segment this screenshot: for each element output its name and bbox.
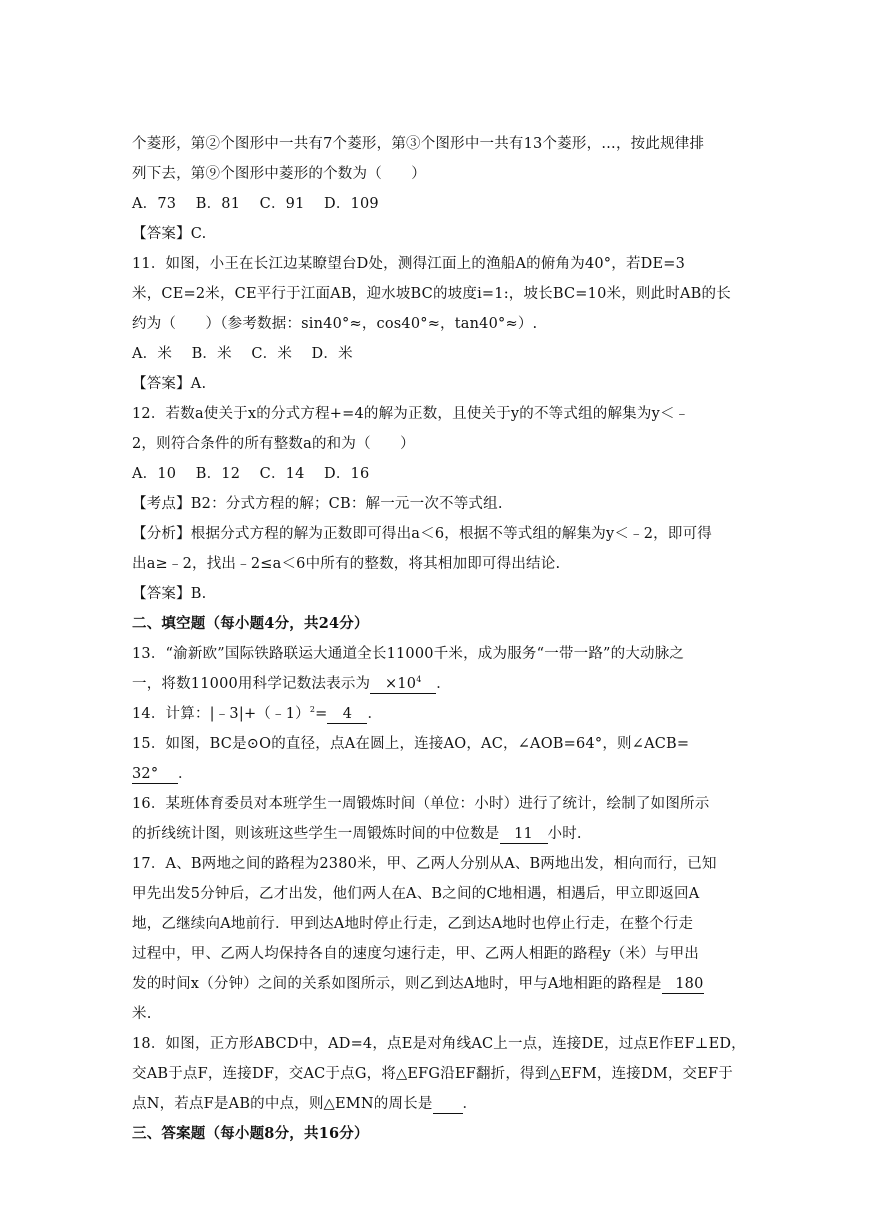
text-segment: ． [367, 706, 383, 722]
text-segment: ． [436, 676, 451, 692]
text-segment: 发的时间x（分钟）之间的关系如图所示，则乙到达A地时，甲与A地相距的路程是 [132, 976, 662, 992]
text-segment: = [315, 706, 328, 722]
answer-q10: 【答案】C. [132, 226, 207, 242]
text-line: 交AB于点F，连接DF，交AC于点G，将△EFG沿EF翻折，得到△EFM，连接DM，交EF于 [132, 1066, 734, 1082]
text-line: 列下去，第⑨个图形中菱形的个数为（ ） [132, 166, 426, 182]
answer-blank-q18 [433, 1095, 463, 1114]
text-line [132, 764, 193, 784]
text-line: 出a≥﹣2，找出﹣2≤a＜6中所有的整数，将其相加即可得出结论. [132, 556, 561, 572]
answer-blank-q14: 4 [327, 705, 367, 724]
analysis-q12: 【分析】根据分式方程的解为正数即可得出a＜6，根据不等式组的解集为y＜﹣2，即可得 [132, 526, 712, 542]
question-18: 18．如图，正方形ABCD中，AD=4，点E是对角线AC上一点，连接DE，过点E作EF⊥ED， [132, 1036, 746, 1052]
text-line [132, 824, 582, 844]
text-segment: 的折线统计图，则该班这些学生一周锻炼时间的中位数是 [132, 826, 500, 842]
text-segment: 点N，若点F是AB的中点，则△EMN的周长是 [132, 1096, 433, 1112]
text-line: 甲先出发5分钟后，乙才出发，他们两人在A、B之间的C地相遇，相遇后，甲立即返回A [132, 886, 700, 902]
text-line: 约为（ ）（参考数据：sin40°≈，cos40°≈，tan40°≈）. [132, 316, 538, 332]
kaodian-q12: 【考点】B2：分式方程的解；CB：解一元一次不等式组. [132, 496, 503, 512]
choices-q12: A．10 B．12 C．14 D．16 [132, 466, 370, 482]
section-heading-answer: 三、答案题（每小题8分，共16分） [132, 1125, 369, 1142]
text-line: 地，乙继续向A地前行．甲到达A地时停止行走，乙到达A地时也停止行走，在整个行走 [132, 916, 694, 932]
text-line: 过程中，甲、乙两人均保持各自的速度匀速行走，甲、乙两人相距的路程y（米）与甲出 [132, 946, 699, 962]
question-17: 17．A、B两地之间的路程为2380米，甲、乙两人分别从A、B两地出发，相向而行，已知 [132, 856, 717, 872]
text-segment: ． [178, 766, 193, 782]
answer-blank-q13 [370, 675, 436, 694]
text-segment: 14．计算：|﹣3|+（﹣1） [132, 706, 310, 722]
choices-q11: A．米 B．米 C．米 D．米 [132, 346, 353, 362]
exponent: 2 [309, 705, 316, 714]
text-line: 米. [132, 1006, 152, 1022]
answer-q11: 【答案】A. [132, 376, 207, 392]
question-14 [132, 704, 382, 724]
answer-blank-q17: 180 [662, 975, 704, 994]
text-line [132, 674, 451, 694]
text-line [132, 1094, 477, 1114]
text-segment: ． [462, 1096, 478, 1112]
choices-q10: A．73 B．81 C．91 D．109 [132, 196, 379, 212]
section-heading-fill-in: 二、填空题（每小题4分，共24分） [132, 615, 369, 632]
answer-blank-q16: 11 [500, 825, 548, 844]
exponent: 4 [416, 675, 422, 684]
answer-blank-q15: 32° [132, 765, 178, 784]
question-15: 15．如图，BC是⊙O的直径，点A在圆上，连接AO，AC，∠AOB=64°，则∠ACB= [132, 736, 690, 752]
text-line: 米，CE=2米，CE平行于江面AB，迎水坡BC的坡度i=1:，坡长BC=10米，则此时AB的长 [132, 286, 731, 302]
answer-text: ×10 [384, 676, 417, 692]
answer-q12: 【答案】B. [132, 586, 207, 602]
text-line: 个菱形，第②个图形中一共有7个菱形，第③个图形中一共有13个菱形，…，按此规律排 [132, 136, 705, 152]
question-13: 13．“渝新欧”国际铁路联运大通道全长11000千米，成为服务“一带一路”的大动脉之 [132, 646, 685, 662]
text-segment: 小时. [547, 826, 582, 842]
question-11: 11．如图，小王在长江边某瞭望台D处，测得江面上的渔船A的俯角为40°，若DE=3 [132, 256, 686, 272]
text-line: 2，则符合条件的所有整数a的和为（ ） [132, 436, 415, 452]
text-line [132, 974, 704, 994]
question-12: 12．若数a使关于x的分式方程+=4的解为正数，且使关于y的不等式组的解集为y＜﹣ [132, 406, 690, 422]
question-16: 16．某班体育委员对本班学生一周锻炼时间（单位：小时）进行了统计，绘制了如图所示 [132, 796, 710, 812]
text-segment: 一，将数11000用科学记数法表示为 [132, 676, 371, 692]
